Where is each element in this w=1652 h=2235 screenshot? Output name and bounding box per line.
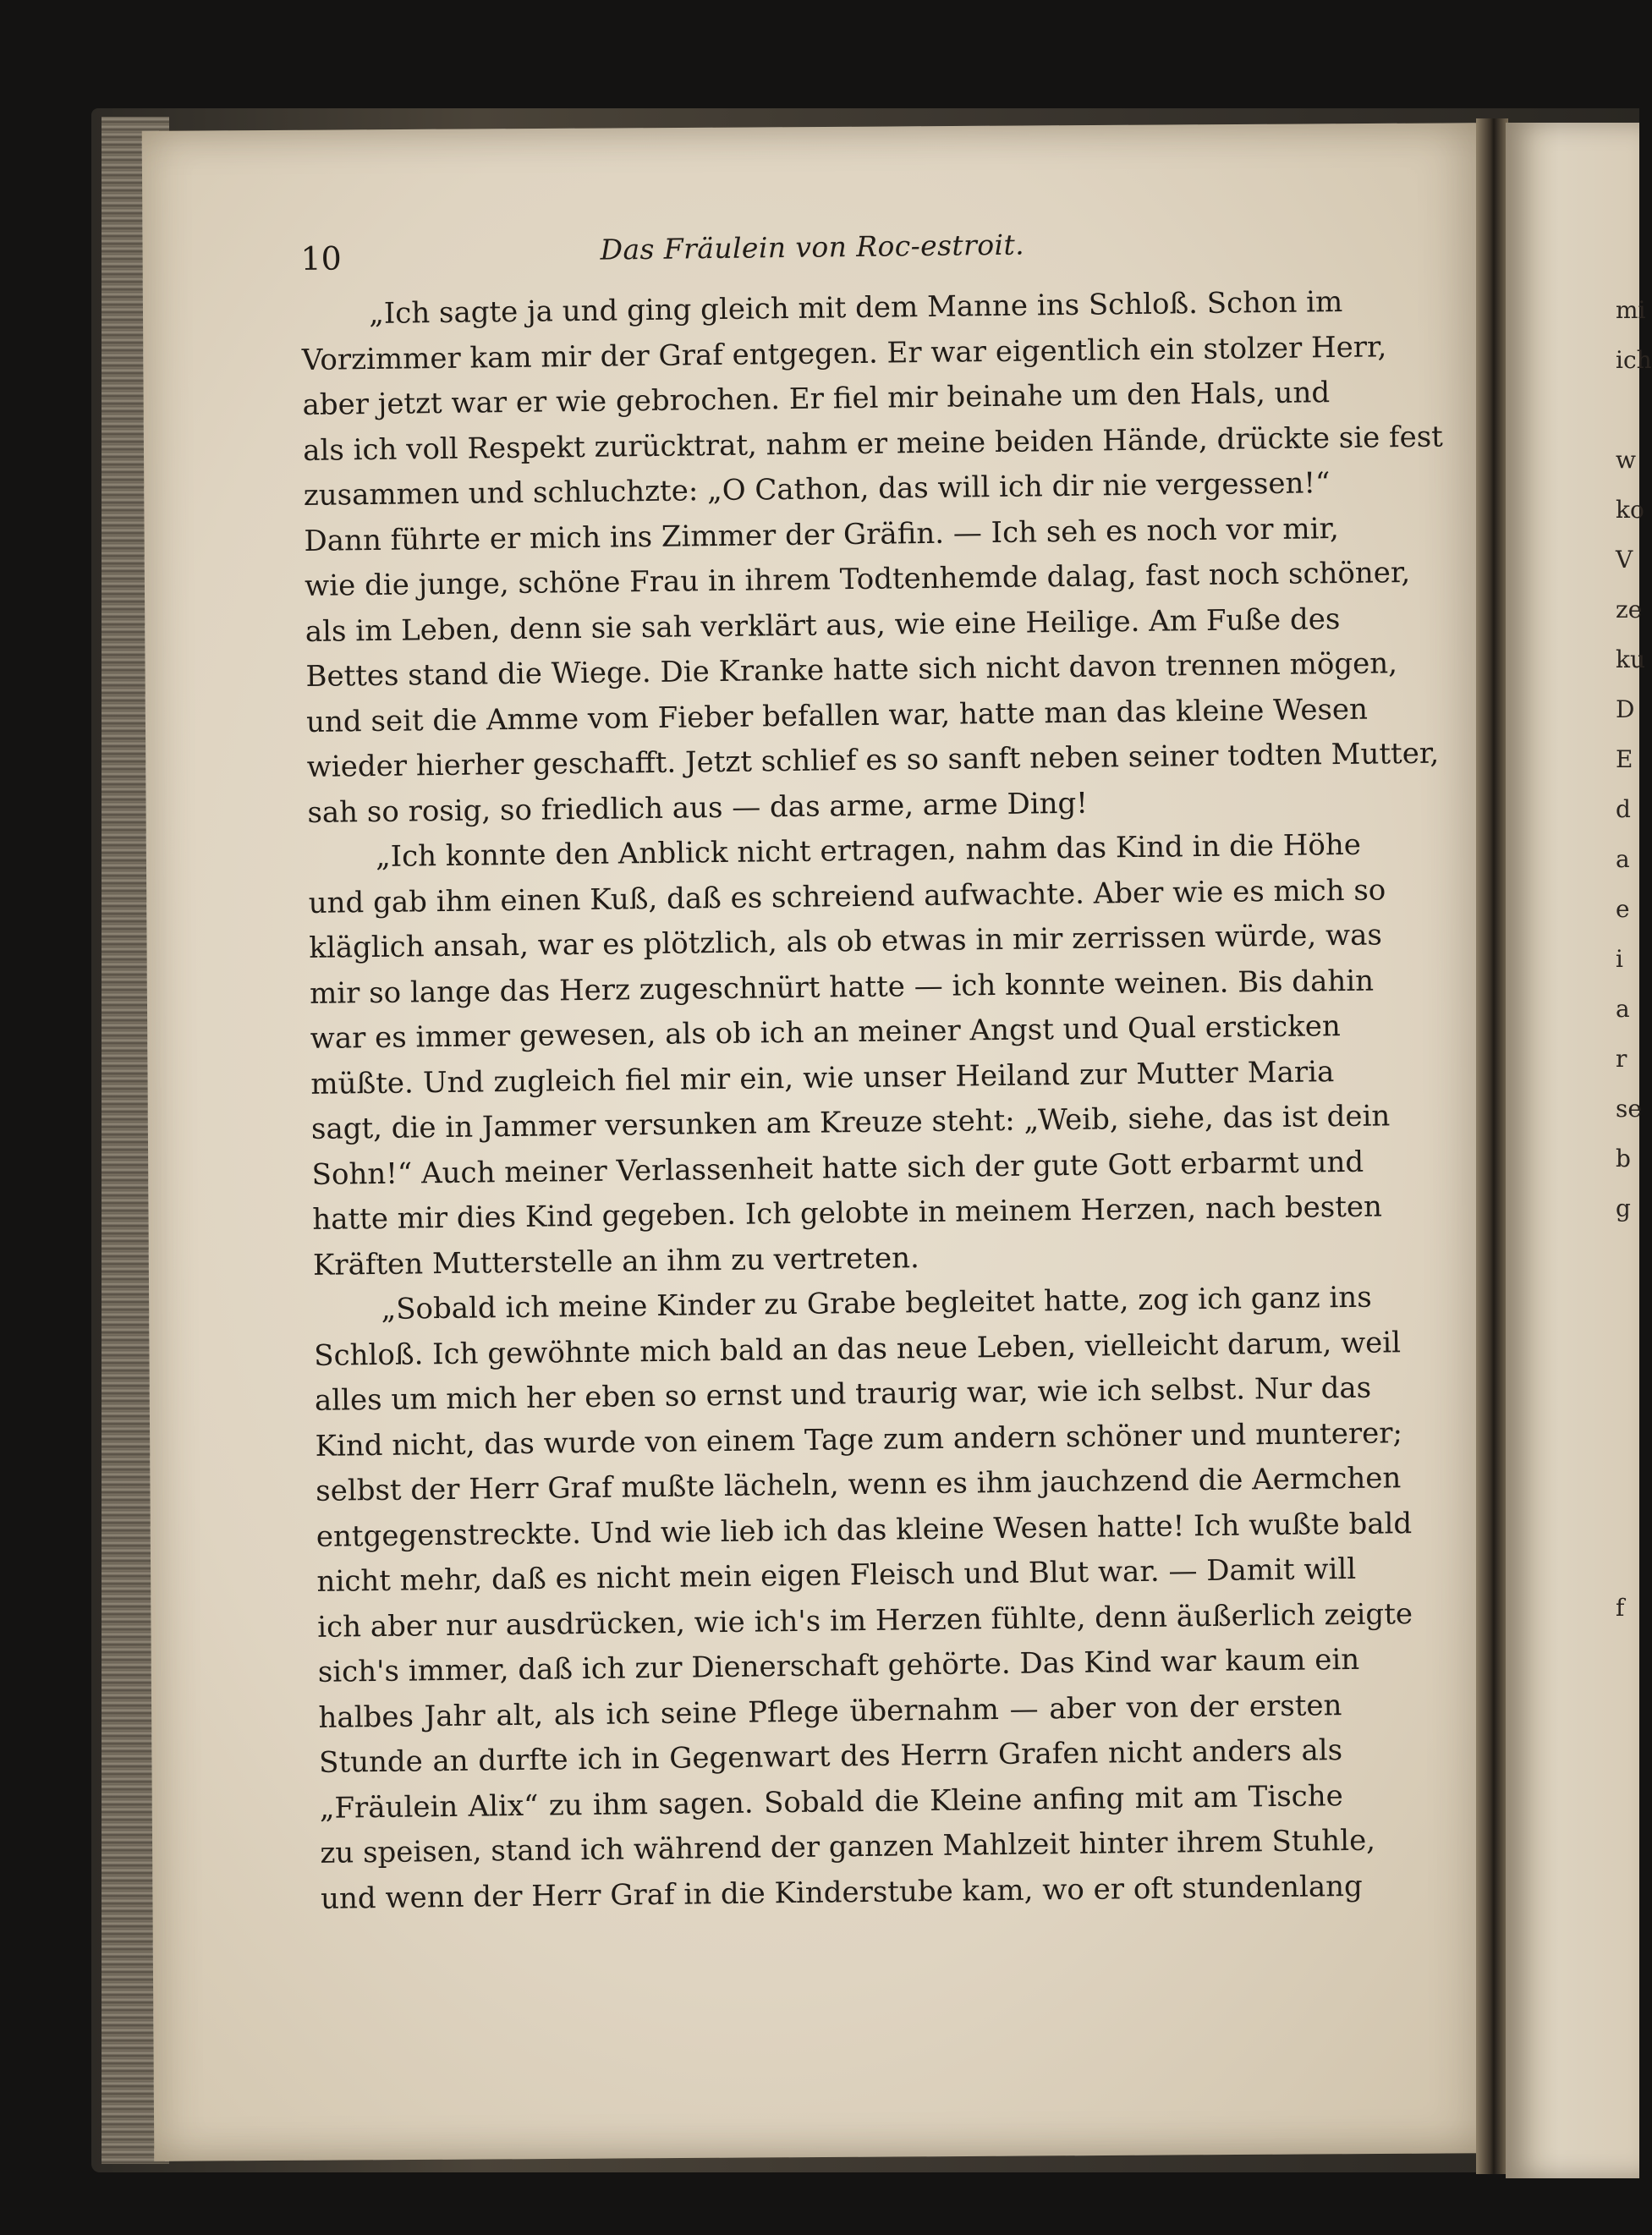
right-page-fragment: w (1616, 446, 1636, 474)
text-line: Bettes stand die Wiege. Die Kranke hatte sich nicht davon trennen mögen, (305, 646, 1398, 694)
text-line: „Ich konnte den Anblick nicht ertragen, nahm das Kind in die Höhe (375, 827, 1362, 874)
right-page-fragment (1616, 1843, 1639, 1893)
text-line: hatte mir dies Kind gegeben. Ich gelobte in meinem Herzen, nach besten (312, 1189, 1383, 1237)
text-line: entgegenstreckte. Und wie lieb ich das kleine Wesen hatte! Ich wußte bald (316, 1506, 1413, 1554)
text-line: ich aber nur ausdrücken, wie ich's im Herzen fühlte, denn äußerlich zeigte (316, 1596, 1413, 1645)
right-page-fragment: r (1616, 1045, 1627, 1073)
text-line: zusammen und schluchzte: „O Cathon, das will ich dir nie vergessen!“ (303, 466, 1331, 513)
right-page-fragment (1616, 396, 1639, 446)
right-page-fragment (1616, 1394, 1639, 1444)
right-page-fragment (1616, 1644, 1639, 1694)
text-line: Kind nicht, das wurde von einem Tage zum andern schöner und munterer; (315, 1415, 1403, 1463)
right-page-fragment (1616, 1544, 1639, 1594)
right-page-fragment: D (1616, 695, 1635, 723)
text-line: halbes Jahr alt, als ich seine Pflege übernahm — aber von der ersten (318, 1688, 1342, 1735)
right-page-fragment: mi (1616, 296, 1646, 324)
right-page-fragment: se (1616, 1095, 1642, 1123)
text-line: mir so lange das Herz zugeschnürt hatte — ich konnte weinen. Bis dahin (309, 964, 1375, 1011)
right-page-fragment (1616, 1893, 1639, 1943)
body-text (301, 280, 1444, 1922)
right-page-fragment: g (1616, 1194, 1631, 1222)
right-page-fragment (1616, 1694, 1639, 1744)
right-page-fragment (1616, 1294, 1639, 1344)
text-line: nicht mehr, daß es nicht mein eigen Fleisch und Blut war. — Damit will (316, 1551, 1357, 1599)
page-number: 10 (300, 239, 343, 277)
right-page-fragment: e (1616, 895, 1630, 923)
text-line: aber jetzt war er wie gebrochen. Er fiel mir beinahe um den Hals, und (302, 376, 1331, 422)
page-text-block (300, 216, 1444, 1922)
right-page-fragment: f (1616, 1594, 1625, 1622)
text-line: kläglich ansah, war es plötzlich, als ob etwas in mir zerrissen würde, was (309, 918, 1383, 965)
text-line: und wenn der Herr Graf in die Kinderstube kam, wo er oft stundenlang (320, 1869, 1364, 1916)
text-line: und gab ihm einen Kuß, daß es schreiend aufwachte. Aber wie es mich so (308, 872, 1386, 920)
text-line: sah so rosig, so friedlich aus — das arme, arme Ding! (307, 786, 1089, 830)
text-line: müßte. Und zugleich fiel mir ein, wie unser Heiland zur Mutter Maria (310, 1054, 1335, 1101)
text-line: Schloß. Ich gewöhnte mich bald an das neue Leben, vielleicht darum, weil (314, 1325, 1402, 1373)
right-page-fragment (1616, 1793, 1639, 1843)
right-page-fragment (1616, 1344, 1639, 1394)
right-page-fragment: i (1616, 945, 1623, 973)
text-line: und seit die Amme vom Fieber befallen war, hatte man das kleine Wesen (305, 692, 1369, 739)
text-line: als ich voll Respekt zurücktrat, nahm er meine beiden Hände, drückte sie fest (302, 420, 1444, 468)
right-page-fragment: E (1616, 745, 1633, 773)
text-line: „Sobald ich meine Kinder zu Grabe begleitet hatte, zog ich ganz ins (381, 1280, 1372, 1326)
right-page-fragment (1616, 1494, 1639, 1544)
right-page-text-fragments (1616, 296, 1652, 1946)
right-page-fragment: b (1616, 1145, 1631, 1172)
right-page-fragment: ku (1616, 645, 1645, 673)
text-line: selbst der Herr Graf mußte lächeln, wenn es ihm jauchzend die Aermchen (315, 1461, 1402, 1508)
text-line: Stunde an durfte ich in Gegenwart des Herrn Grafen nicht anders als (318, 1733, 1343, 1780)
text-line: sagt, die in Jammer versunken am Kreuze steht: „Weib, siehe, das ist dein (310, 1099, 1391, 1146)
text-line: sich's immer, daß ich zur Dienerschaft gehörte. Das Kind war kaum ein (317, 1642, 1360, 1689)
right-page-fragment: ko (1616, 496, 1644, 524)
right-page-fragment (1616, 1444, 1639, 1494)
text-line: wieder hierher geschafft. Jetzt schlief es so sanft neben seiner todten Mutter, (306, 736, 1440, 784)
text-line: „Fräulein Alix“ zu ihm sagen. Sobald die Kleine anfing mit am Tische (319, 1778, 1343, 1826)
text-line: Sohn!“ Auch meiner Verlassenheit hatte sich der gute Gott erbarmt und (311, 1145, 1364, 1192)
text-line: alles um mich her eben so ernst und traurig war, wie ich selbst. Nur das (314, 1370, 1372, 1418)
right-page-fragment: ze (1616, 596, 1643, 623)
text-line: Kräften Mutterstelle an ihm zu vertreten. (312, 1240, 920, 1282)
text-line: zu speisen, stand ich während der ganzen Mahlzeit hinter ihrem Stuhle, (320, 1823, 1376, 1870)
text-line: Dann führte er mich ins Zimmer der Gräfin. — Ich seh es noch vor mir, (304, 511, 1340, 558)
right-page-fragment: a (1616, 995, 1630, 1023)
text-line: als im Leben, denn sie sah verklärt aus, wie eine Heilige. Am Fuße des (305, 601, 1341, 649)
right-page-fragment: a (1616, 845, 1630, 873)
book-gutter (1476, 118, 1508, 2174)
right-page-fragment (1616, 1744, 1639, 1793)
running-title: Das Fräulein von Roc-estroit. (600, 228, 1025, 266)
right-page-fragment (1616, 1244, 1639, 1294)
text-line: wie die junge, schöne Frau in ihrem Todtenhemde dalag, fast noch schöner, (304, 556, 1411, 603)
text-line: „Ich sagte ja und ging gleich mit dem Manne ins Schloß. Schon im (368, 284, 1343, 332)
right-page-fragment: d (1616, 795, 1631, 823)
text-line: Vorzimmer kam mir der Graf entgegen. Er war eigentlich ein stolzer Herr, (301, 329, 1387, 377)
text-line: war es immer gewesen, als ob ich an meiner Angst und Qual ersticken (310, 1009, 1341, 1056)
right-page-fragment: ich (1616, 346, 1652, 374)
right-page-fragment: V (1616, 546, 1633, 574)
